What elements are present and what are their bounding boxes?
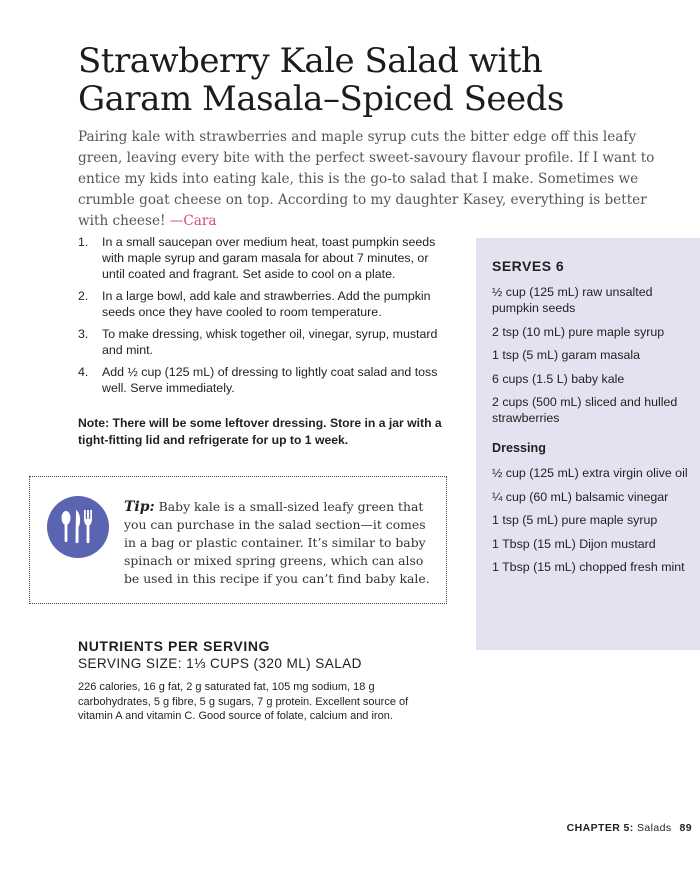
page-footer [567, 822, 692, 834]
nutrients-text: 226 calories, 16 g fat, 2 g saturated fat, 105 mg sodium, 18 g carbohydrates, 5 g fibre, 5 g sugars, 7 g protein. Excellent source of vitamin A and vitamin C. Good source of folate, calcium and iron. [78, 681, 409, 722]
tip-text [124, 498, 436, 588]
page-number: 89 [679, 822, 692, 834]
recipe-intro [78, 127, 674, 232]
ingredient-item: 6 cups (1.5 L) baby kale [492, 371, 625, 386]
utensils-icon [47, 496, 109, 558]
step-text: In a small saucepan over medium heat, toast pumpkin seeds with maple syrup and garam masala for about 7 minutes, or until coated and fragrant. Set aside to cool on a plate. [102, 235, 436, 281]
ingredient-item: 1 tsp (5 mL) pure maple syrup [492, 513, 658, 527]
step-text: To make dressing, whisk together oil, vinegar, syrup, mustard and mint. [102, 327, 438, 357]
tip-body: Baby kale is a small-sized leafy green that you can purchase in the salad section—it comes in a bag or plastic container. It’s similar to baby spinach or mixed spring greens, which can also be used in this recipe if you can’t find baby kale. [124, 499, 430, 586]
method-step [78, 364, 450, 396]
nutrients-heading: NUTRIENTS PER SERVING [78, 638, 271, 654]
storage-note: Note: There will be some leftover dressing. Store in a jar with a tight-fitting lid and refrigerate for up to 1 week. [78, 416, 442, 447]
step-text: In a large bowl, add kale and strawberries. Add the pumpkin seeds once they have cooled to room temperature. [102, 289, 431, 319]
recipe-title [78, 42, 678, 118]
dressing-ingredients-list [492, 465, 688, 583]
recipe-title-line-2: Garam Masala–Spiced Seeds [78, 79, 564, 119]
step-number: 2. [78, 289, 89, 303]
ingredient-item: ½ cup (125 mL) extra virgin olive oil [492, 466, 688, 480]
method-step [78, 288, 450, 320]
step-number: 4. [78, 365, 89, 379]
ingredient-item: ¼ cup (60 mL) balsamic vinegar [492, 489, 669, 504]
method-step [78, 234, 450, 282]
step-number: 1. [78, 235, 89, 249]
intro-text: Pairing kale with strawberries and maple syrup cuts the bitter edge off this leafy green, leaving every bite with the perfect sweet-savoury flavour profile. If I want to entice my kids into eating kale, this is the go-to salad that I make. Sometimes we crumble goat cheese on top. According to my daughter Kasey, everything is better with cheese! [78, 129, 655, 229]
chapter-section: Salads [633, 822, 672, 834]
serving-size: SERVING SIZE: 1⅓ CUPS (320 ML) SALAD [78, 656, 362, 671]
intro-signature: —Cara [169, 213, 217, 229]
ingredient-item: ½ cup (125 mL) raw unsalted pumpkin seeds [492, 285, 653, 315]
chapter-label: CHAPTER 5: [566, 822, 634, 834]
ingredients-list [492, 284, 688, 434]
ingredient-item: 1 Tbsp (15 mL) chopped fresh mint [492, 560, 685, 574]
step-number: 3. [78, 327, 89, 341]
ingredient-item: 2 tsp (10 mL) pure maple syrup [492, 324, 665, 339]
recipe-title-line-1: Strawberry Kale Salad with [78, 41, 543, 81]
method-step [78, 326, 450, 358]
ingredient-item: 1 tsp (5 mL) garam masala [492, 348, 641, 362]
ingredient-item: 1 Tbsp (15 mL) Dijon mustard [492, 536, 656, 551]
ingredient-item: 2 cups (500 mL) sliced and hulled strawberries [492, 395, 678, 425]
serves-heading: SERVES 6 [492, 258, 565, 274]
tip-label: Tip: [124, 499, 155, 515]
dressing-heading: Dressing [492, 441, 546, 455]
method-steps [78, 234, 450, 402]
step-text: Add ½ cup (125 mL) of dressing to lightly coat salad and toss well. Serve immediately. [102, 365, 438, 395]
